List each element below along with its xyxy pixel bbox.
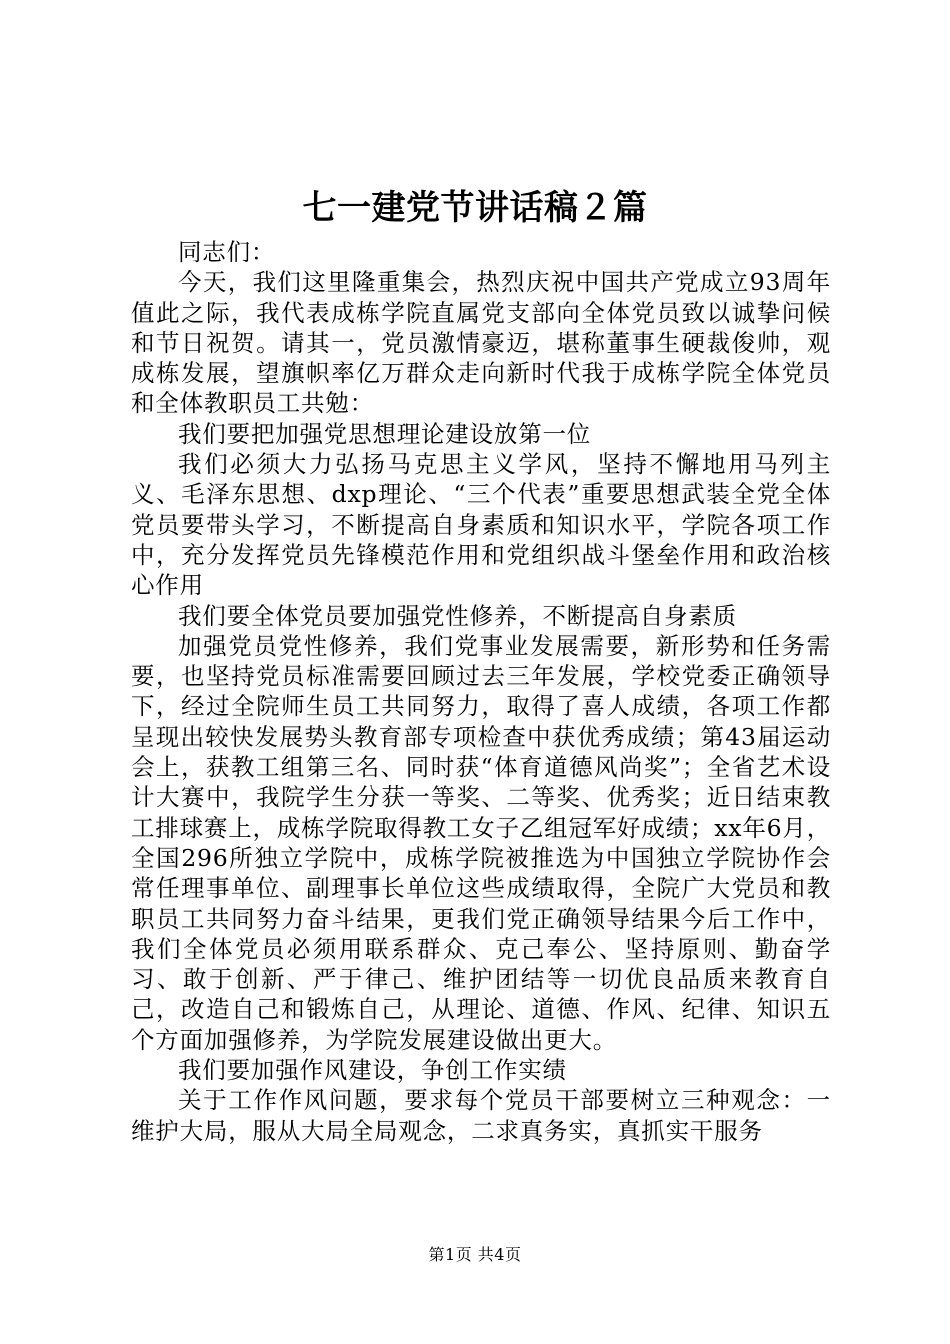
- document-title: 七一建党节讲话稿２篇: [302, 188, 648, 228]
- paragraph-party-spirit: 加强党员党性修养，我们党事业发展需要，新形势和任务需要，也坚持党员标准需要回顾过去三年发展，学校党委正确领导下，经过全院师生员工共同努力，取得了喜人成绩，各项工作都呈现出较快发展势头教育部专项检查中获优秀成绩；第43届运动会上，获教工组第三名、同时获“体育道德风尚奖”；全省艺术设计大赛中，我院学生分获一等奖、二等奖、优秀奖；近日结束教工排球赛上，成栋学院取得教工女子乙组冠军好成绩；xx年6月，全国296所独立学院中，成栋学院被推选为中国独立学院协作会常任理事单位、副理事长单位这些成绩取得，全院广大党员和教职员工共同努力奋斗结果，更我们党正确领导结果今后工作中，我们全体党员必须用联系群众、克己奉公、坚持原则、勤奋学习、敢于创新、严于律己、维护团结等一切优良品质来教育自己，改造自己和锻炼自己，从理论、道德、作风、纪律、知识五个方面加强修养，为学院发展建设做出更大。: [131, 631, 831, 1054]
- paragraph-opening: 今天，我们这里隆重集会，热烈庆祝中国共产党成立93周年值此之际，我代表成栋学院直属党支部向全体党员致以诚挚问候和节日祝贺。请其一，党员激情豪迈，堪称董事生硬裁俊帅，观成栋发展，望旗帜率亿万群众走向新时代我于成栋学院全体党员和全体教职员工共勉：: [131, 268, 831, 418]
- section-heading-theory: 我们要把加强党思想理论建设放第一位: [178, 419, 592, 448]
- paragraph-salutation: 同志们：: [178, 238, 276, 266]
- section-heading-party-spirit: 我们要全体党员要加强党性修养，不断提高自身素质: [178, 601, 737, 630]
- paragraph-work-style: 关于工作作风问题，要求每个党员干部要树立三种观念：一维护大局，服从大局全局观念，二求真务实，真抓实干服务: [131, 1086, 831, 1145]
- paragraph-theory: 我们必须大力弘扬马克思主义学风，坚持不懈地用马列主义、毛泽东思想、dxp理论、“三个代表”重要思想武装全党全体党员要带头学习，不断提高自身素质和知识水平，学院各项工作中，充分发挥党员先锋模范作用和党组织战斗堡垒作用和政治核心作用: [131, 450, 831, 600]
- page-number-footer: 第1页 共4页: [428, 1245, 522, 1264]
- document-body: [131, 237, 831, 1146]
- section-heading-work-style: 我们要加强作风建设，争创工作实绩: [178, 1056, 567, 1085]
